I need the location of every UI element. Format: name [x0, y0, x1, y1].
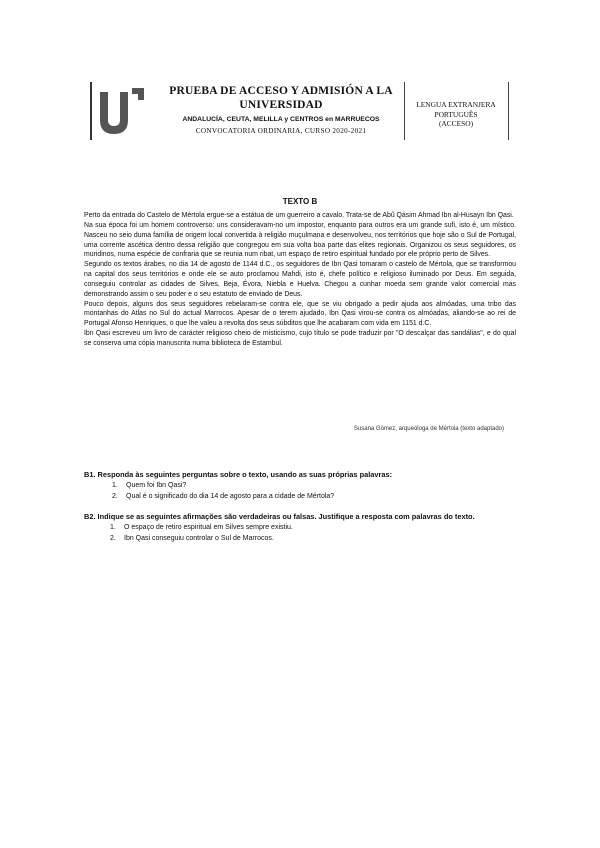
- question-b1-item: [112, 482, 186, 489]
- header-block: [158, 84, 404, 135]
- item-text: Qual é o significado do dia 14 de agosto para a cidade de Mértola?: [126, 493, 335, 500]
- texto-paragraph: Perto da entrada do Castelo de Mértola ergue-se a estátua de um guerreiro a cavalo. Trata-se de Abû Qásim Ahmad Ibn al-Husayn Ibn Qasi.: [84, 212, 514, 219]
- item-text: O espaço de retiro espiritual em Silves sempre existiu.: [124, 524, 293, 531]
- item-text: Ibn Qasi conseguiu controlar o Sul de Marrocos.: [124, 535, 274, 542]
- university-logo: [96, 86, 148, 138]
- question-b2-item: [110, 535, 274, 542]
- question-b1-item: [112, 493, 334, 500]
- item-number: 1.: [112, 482, 118, 489]
- question-b2-heading: B2. Indique se as seguintes afirmações são verdadeiras ou falsas. Justifique a resposta com palavras do texto.: [84, 512, 475, 521]
- item-number: 2.: [110, 535, 116, 542]
- exam-title-line2: UNIVERSIDAD: [239, 99, 323, 111]
- texto-paragraph: Ibn Qasi escreveu um livro de carácter religioso cheio de misticismo, cujo título se pode traduzir por "O descalçar das sandálias", e do qual se conserva uma cópia manuscrita numa biblioteca de Estambul.: [84, 330, 516, 347]
- question-b1-heading: B1. Responda às seguintes perguntas sobre o texto, usando as suas próprias palavras:: [84, 470, 393, 479]
- texto-paragraph: Na sua época foi um homem controverso: uns consideravam-no um impostor, enquanto para outros era um grande sufi, isto é, um místico. Nasceu no seio duma família de origem local convertida à religião muçulmana e desenvolveu, nos territórios que hoje são o Sul de Portugal, uma corrente ascética dentro dessa religião que congregou em sua volta boa parte das elites regionais. Organizou os seus seguidores, os muridinos, numa espécie de confraria que se reunia num ribat, um espaço de retiro espiritual fundado por ele próprio perto de Silves.: [84, 221, 516, 259]
- subject-block: [406, 100, 506, 129]
- item-text: Quem foi Ibn Qasi?: [126, 482, 187, 489]
- exam-region: ANDALUCÍA, CEUTA, MELILLA y CENTROS en MARRUECOS: [182, 116, 380, 123]
- header-right-border: [508, 82, 509, 140]
- item-number: 1.: [110, 524, 116, 531]
- texto-body: [84, 211, 516, 349]
- item-number: 2.: [112, 493, 118, 500]
- question-b2-item: [110, 524, 293, 531]
- header-separator: [404, 82, 405, 140]
- subject-line2: PORTUGUÊS: [434, 109, 478, 119]
- exam-convocatoria: CONVOCATORIA ORDINARIA, CURSO 2020-2021: [195, 127, 367, 135]
- subject-line3: (ACCESO): [438, 119, 474, 128]
- texto-paragraph: Pouco depois, alguns dos seus seguidores rebelaram-se contra ele, que se viu obrigado a pedir ajuda aos almóadas, uma tribo das montanhas do Atlas no Sul do actual Marrocos. Apesar de o terem ajudado, Ibn Qasi virou-se contra os almóadas, aliando-se ao rei de Portugal Afonso Henriques, o que lhe valeu a revolta dos seus súbditos que lhe acabaram com vida em 1151 d.C.: [84, 300, 516, 328]
- texto-paragraph: Segundo os textos árabes, no dia 14 de agosto de 1144 d.C., os seguidores de Ibn Qasi tomaram o castelo de Mértola, que se transformou na capital dos seus territórios e onde ele se auto proclamou Mahdi, isto é, chefe político e religioso iluminado por Deus. Em seguida, conseguiu controlar as cidades de Silves, Beja, Évora, Niebla e Huelva. Chegou a cunhar moeda sem grande valor comercial mas demonstrando assim o seu poder e o seu estatuto de enviado de Deus.: [84, 261, 516, 298]
- exam-title-line1: PRUEBA DE ACCESO Y ADMISIÓN A LA: [169, 85, 393, 97]
- texto-title: TEXTO B: [282, 197, 318, 206]
- subject-line1: LENGUA EXTRANJERA: [416, 100, 496, 109]
- texto-attribution: Susana Gómez, arqueóloga de Mértola (texto adaptado): [353, 426, 504, 432]
- logo-divider: [90, 82, 92, 140]
